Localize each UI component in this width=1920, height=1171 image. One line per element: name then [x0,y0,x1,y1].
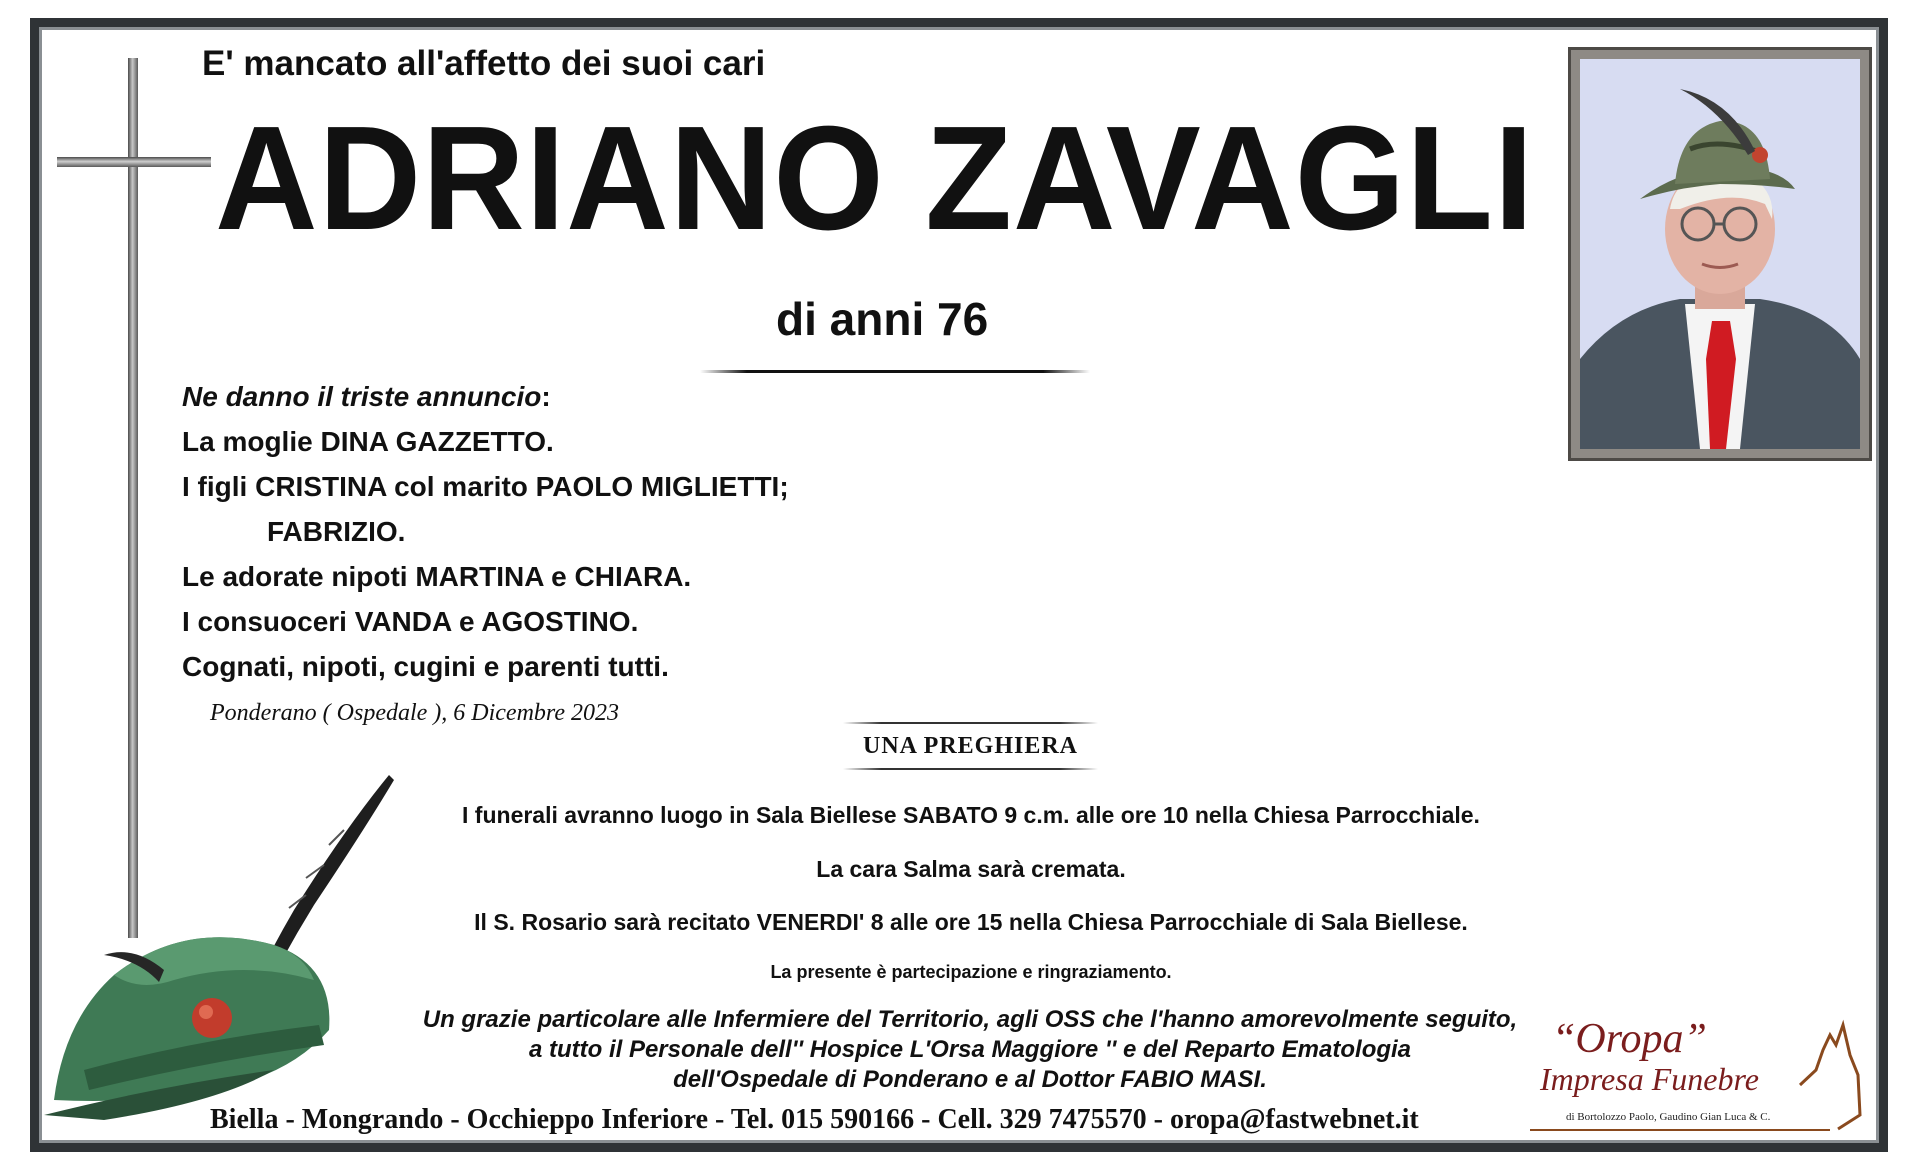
family-line: I consuoceri VANDA e AGOSTINO. [182,606,639,637]
portrait-photo [1571,50,1869,458]
logo-subtitle: Impresa Funebre [1540,1061,1759,1097]
thanks-line: dell'Ospedale di Ponderano e al Dottor FABIO MASI. [673,1066,1267,1093]
age-divider [700,370,1090,373]
family-lead: Ne danno il triste annuncio [182,381,542,412]
deceased-name: ADRIANO ZAVAGLI [215,96,1535,261]
family-lead-colon: : [541,381,551,412]
thanks-message [380,1005,1560,1095]
participation-notice: La presente è partecipazione e ringraziamento. [770,962,1172,982]
family-line: I figli CRISTINA col marito PAOLO MIGLIETTI; [182,471,789,502]
rosary-announcement: Il S. Rosario sarà recitato VENERDI' 8 alle ore 15 nella Chiesa Parrocchiale di Sala Biellese. [474,909,1468,935]
funeral-home-contacts: Biella - Mongrando - Occhieppo Inferiore - Tel. 015 590166 - Cell. 329 7475570 - oropa@fastwebnet.it [210,1104,1419,1135]
family-line: Cognati, nipoti, cugini e parenti tutti. [182,651,669,682]
logo-name: “Oropa” [1552,1016,1707,1062]
portrait-illustration [1580,59,1860,449]
logo-underline [1530,1129,1830,1131]
mountain-icon [1798,1015,1862,1133]
alpine-hat-illustration [44,770,404,1130]
place-and-date: Ponderano ( Ospedale ), 6 Dicembre 2023 [210,700,620,726]
cross-horizontal-beam [57,157,211,167]
funeral-announcement: I funerali avranno luogo in Sala Biellese SABATO 9 c.m. alle ore 10 nella Chiesa Parrocchiale. [462,802,1480,828]
prayer-label: UNA PREGHIERA [862,733,1079,759]
deceased-age: di anni 76 [776,293,989,345]
family-line: Le adorate nipoti MARTINA e CHIARA. [182,561,692,592]
alpine-hat-icon [44,770,404,1135]
thanks-line: Un grazie particolare alle Infermiere del Territorio, agli OSS che l'hanno amorevolmente seguito, [422,1006,1518,1033]
logo-owners: di Bortolozzo Paolo, Gaudino Gian Luca & C. [1566,1111,1771,1123]
family-lead-line [182,374,789,419]
family-line: La moglie DINA GAZZETTO. [182,426,554,457]
prayer-box [843,722,1098,772]
thanks-line: a tutto il Personale dell'' Hospice L'Orsa Maggiore '' e del Reparto Ematologia [528,1036,1412,1063]
family-announcement [182,374,789,689]
cremation-announcement: La cara Salma sarà cremata. [816,856,1126,882]
intro-line: E' mancato all'affetto dei suoi cari [202,44,766,83]
funeral-home-logo [1530,1015,1862,1140]
family-line: FABRIZIO. [267,516,406,547]
prayer-rule-bottom [843,768,1098,770]
